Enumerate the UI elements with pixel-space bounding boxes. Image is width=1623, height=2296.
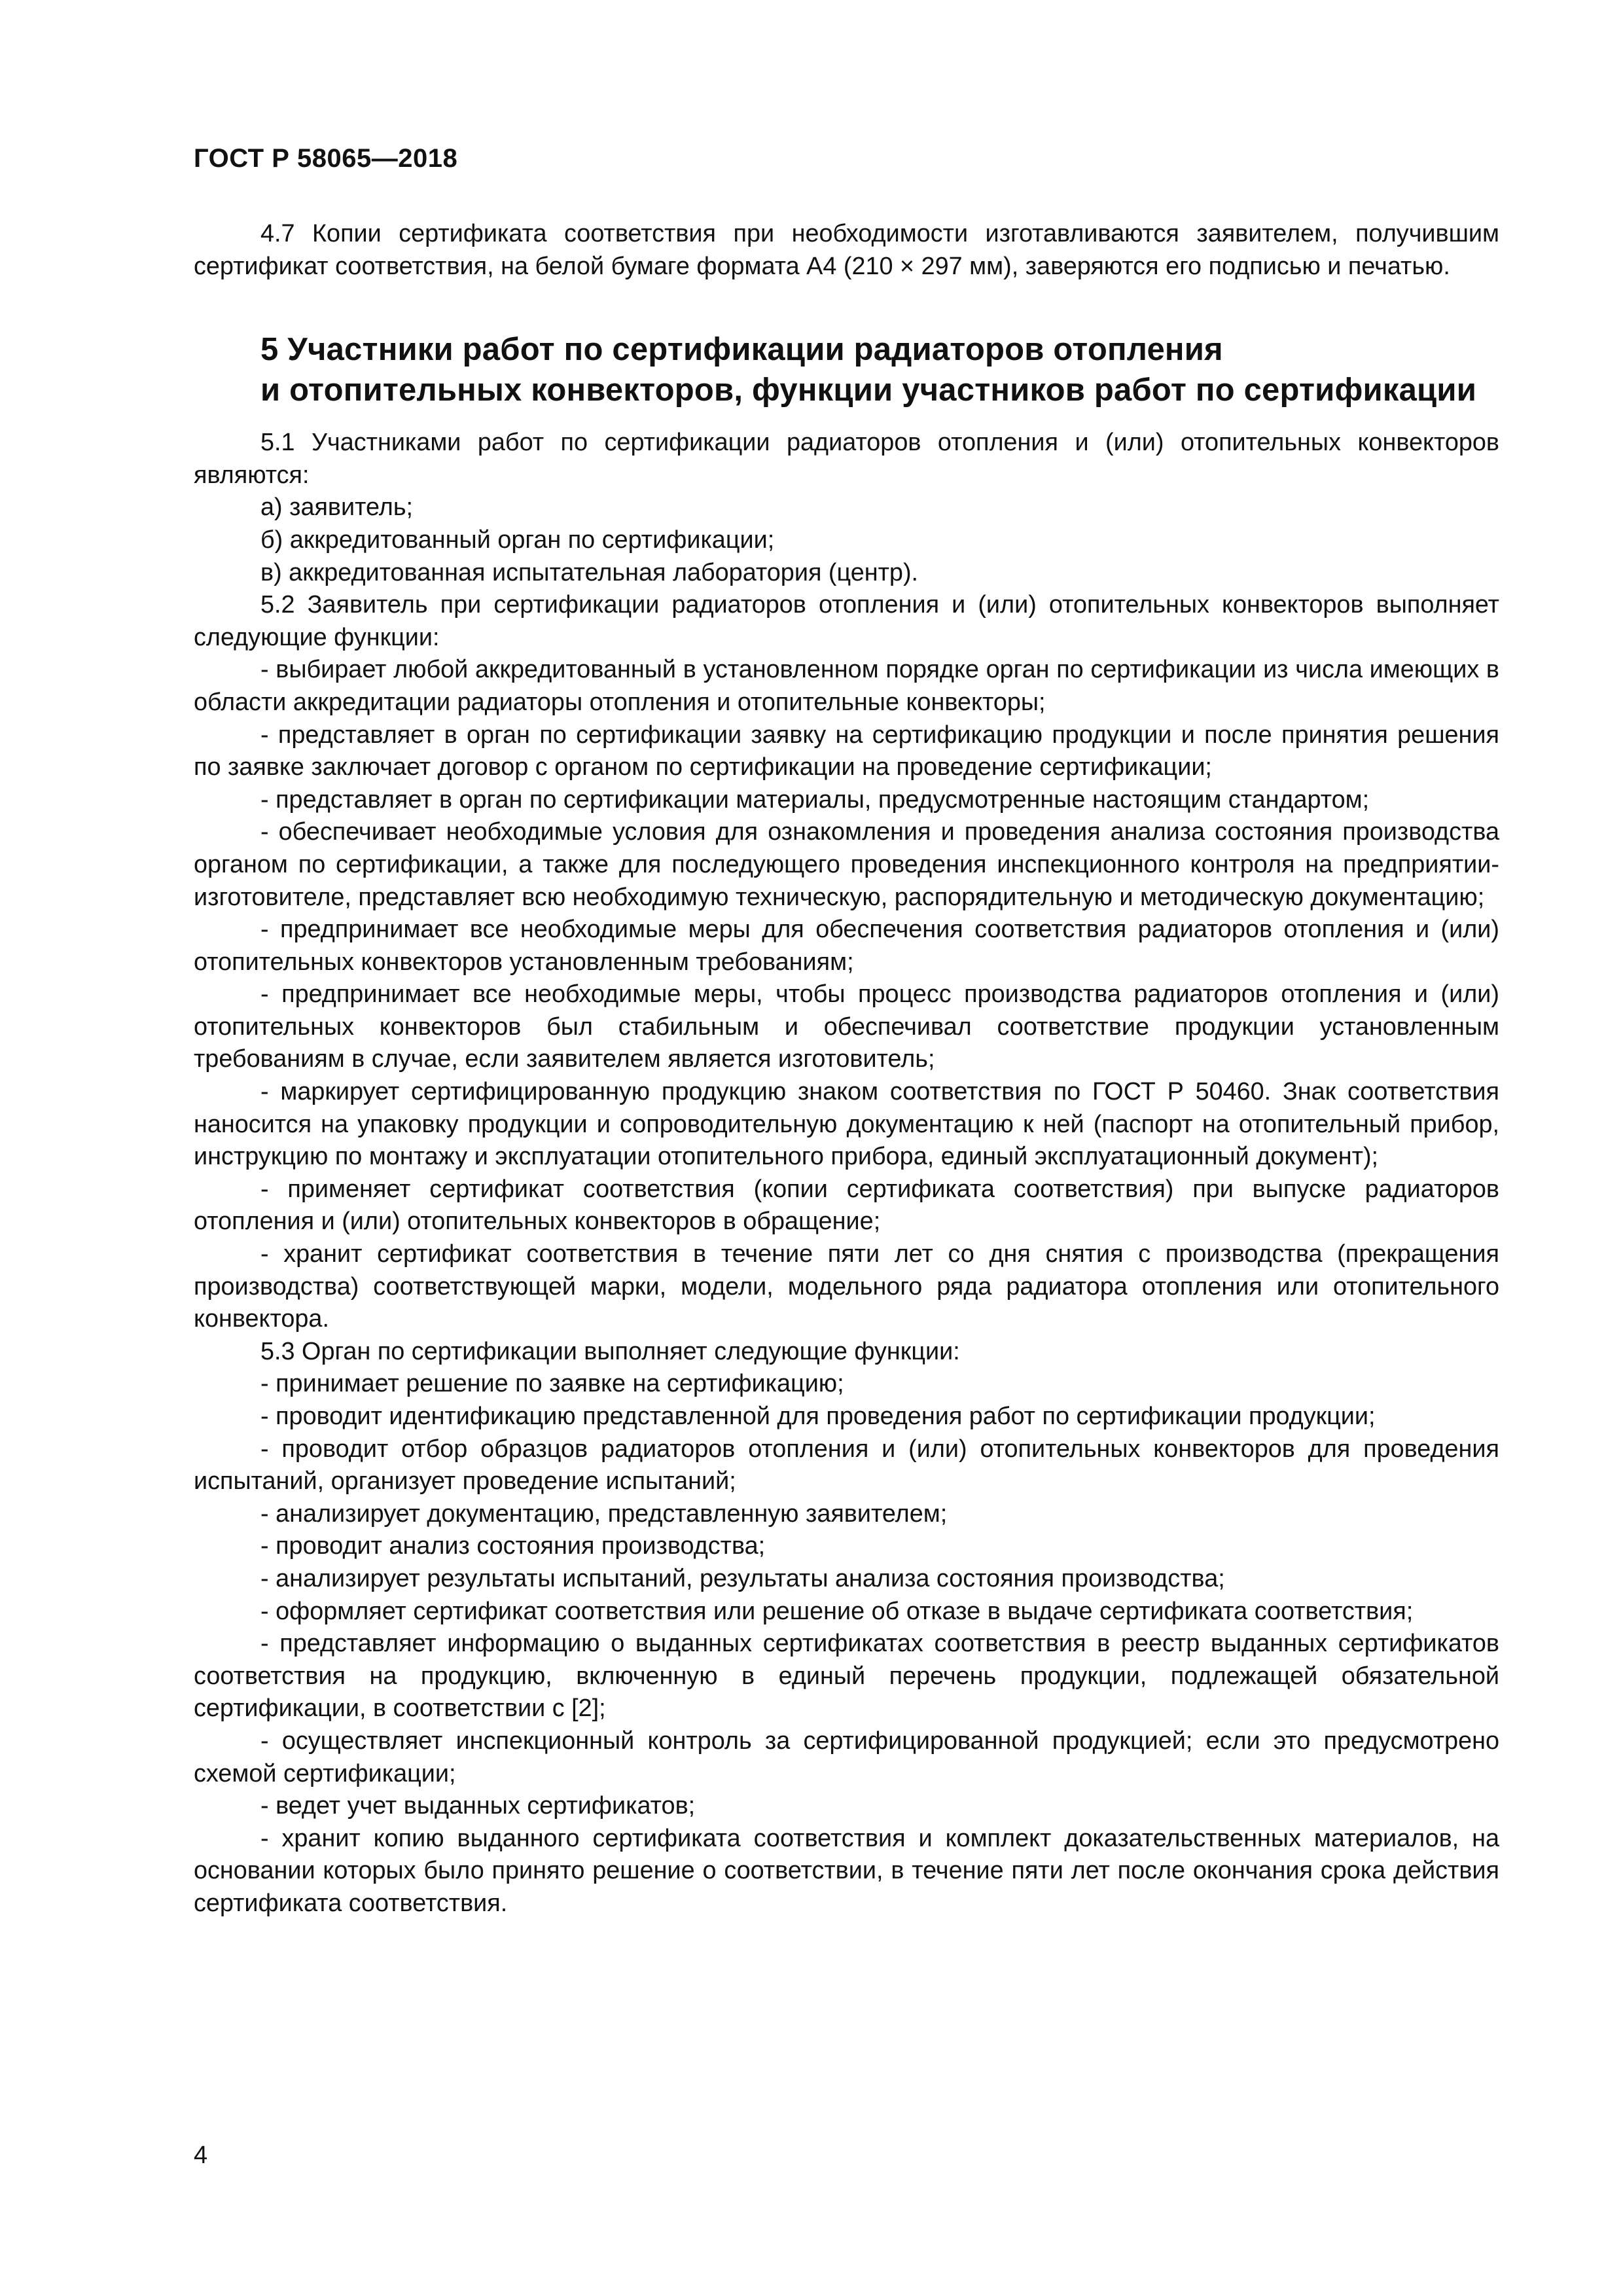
body-function-item: - осуществляет инспекционный контроль за сертифицированной продукцией; если это предусмотрено схемой сертификации; <box>194 1727 1499 1787</box>
section-5-heading <box>194 329 1499 410</box>
paragraph-4-7: 4.7 Копии сертификата соответствия при необходимости изготавливаются заявителем, получившим сертификат соответствия, на белой бумаге формата А4 (210 × 297 мм), заверяются его подписью и печатью. <box>194 220 1499 280</box>
body-function-item: - оформляет сертификат соответствия или решение об отказе в выдаче сертификата соответствия; <box>260 1597 1414 1625</box>
section-5-heading-line-1: 5 Участники работ по сертификации радиаторов отопления <box>260 332 1223 368</box>
applicant-function-item: - применяет сертификат соответствия (копии сертификата соответствия) при выпуске радиаторов отопления и (или) отопительных конвекторов в обращение; <box>194 1175 1499 1236</box>
applicant-function-item: - предпринимает все необходимые меры для обеспечения соответствия радиаторов отопления и (или) отопительных конвекторов установленным требованиям; <box>194 916 1499 976</box>
body-function-item: - проводит анализ состояния производства; <box>260 1532 766 1560</box>
document-code-header: ГОСТ Р 58065—2018 <box>194 144 458 173</box>
body-function-item: - анализирует результаты испытаний, результаты анализа состояния производства; <box>260 1564 1225 1592</box>
participant-item: б) аккредитованный орган по сертификации; <box>260 526 775 554</box>
document-body <box>194 218 1499 1920</box>
applicant-function-item: - хранит сертификат соответствия в течение пяти лет со дня снятия с производства (прекращения производства) соответствующей марки, модели, модельного ряда радиатора отопления или отопительного конвектора. <box>194 1240 1499 1333</box>
paragraph-5-3: 5.3 Орган по сертификации выполняет следующие функции: <box>260 1337 960 1365</box>
applicant-function-item: - маркирует сертифицированную продукцию знаком соответствия по ГОСТ Р 50460. Знак соответствия наносится на упаковку продукции и сопроводительную документацию к ней (паспорт на отопительный прибор, инструкцию по монтажу и эксплуатации отопительного прибора, единый эксплуатационный документ); <box>194 1078 1499 1171</box>
applicant-function-item: - представляет в орган по сертификации заявку на сертификацию продукции и после принятия решения по заявке заключает договор с органом по сертификации на проведение сертификации; <box>194 721 1499 781</box>
paragraph-5-1: 5.1 Участниками работ по сертификации радиаторов отопления и (или) отопительных конвекторов являются: <box>194 429 1499 489</box>
body-function-item: - хранит копию выданного сертификата соответствия и комплект доказательственных материалов, на основании которых было принято решение о соответствии, в течение пяти лет после окончания срока действия сертификата соответствия. <box>194 1824 1499 1917</box>
applicant-function-item: - обеспечивает необходимые условия для ознакомления и проведения анализа состояния производства органом по сертификации, а также для последующего проведения инспекционного контроля на предприятии-изготовителе, представляет всю необходимую техническую, распорядительную и методическую документацию; <box>194 818 1499 911</box>
paragraph-5-2: 5.2 Заявитель при сертификации радиаторов отопления и (или) отопительных конвекторов выполняет следующие функции: <box>194 591 1499 651</box>
body-function-item: - анализирует документацию, представленную заявителем; <box>260 1499 948 1528</box>
participant-item: в) аккредитованная испытательная лаборатория (центр). <box>260 558 919 586</box>
body-function-item: - ведет учет выданных сертификатов; <box>260 1792 696 1820</box>
page-number: 4 <box>194 2142 208 2169</box>
applicant-function-item: - предпринимает все необходимые меры, чтобы процесс производства радиаторов отопления и (или) отопительных конвекторов был стабильным и обеспечивал соответствие продукции установленным требованиям в случае, если заявителем является изготовитель; <box>194 980 1499 1073</box>
body-function-item: - проводит отбор образцов радиаторов отопления и (или) отопительных конвекторов для проведения испытаний, организует проведение испытаний; <box>194 1435 1499 1496</box>
applicant-function-item: - выбирает любой аккредитованный в установленном порядке орган по сертификации из числа имеющих в области аккредитации радиаторы отопления и отопительные конвекторы; <box>194 656 1499 716</box>
participant-item: а) заявитель; <box>260 493 414 522</box>
applicant-function-item: - представляет в орган по сертификации материалы, предусмотренные настоящим стандартом; <box>260 785 1370 814</box>
body-function-item: - представляет информацию о выданных сертификатах соответствия в реестр выданных сертификатов соответствия на продукцию, включенную в единый перечень продукции, подлежащей обязательной сертификации, в соответствии с [2]; <box>194 1630 1499 1723</box>
section-5-heading-line-2: и отопительных конвекторов, функции участников работ по сертификации <box>260 372 1477 408</box>
body-function-item: - принимает решение по заявке на сертификацию; <box>260 1370 844 1398</box>
body-function-item: - проводит идентификацию представленной для проведения работ по сертификации продукции; <box>260 1403 1376 1430</box>
